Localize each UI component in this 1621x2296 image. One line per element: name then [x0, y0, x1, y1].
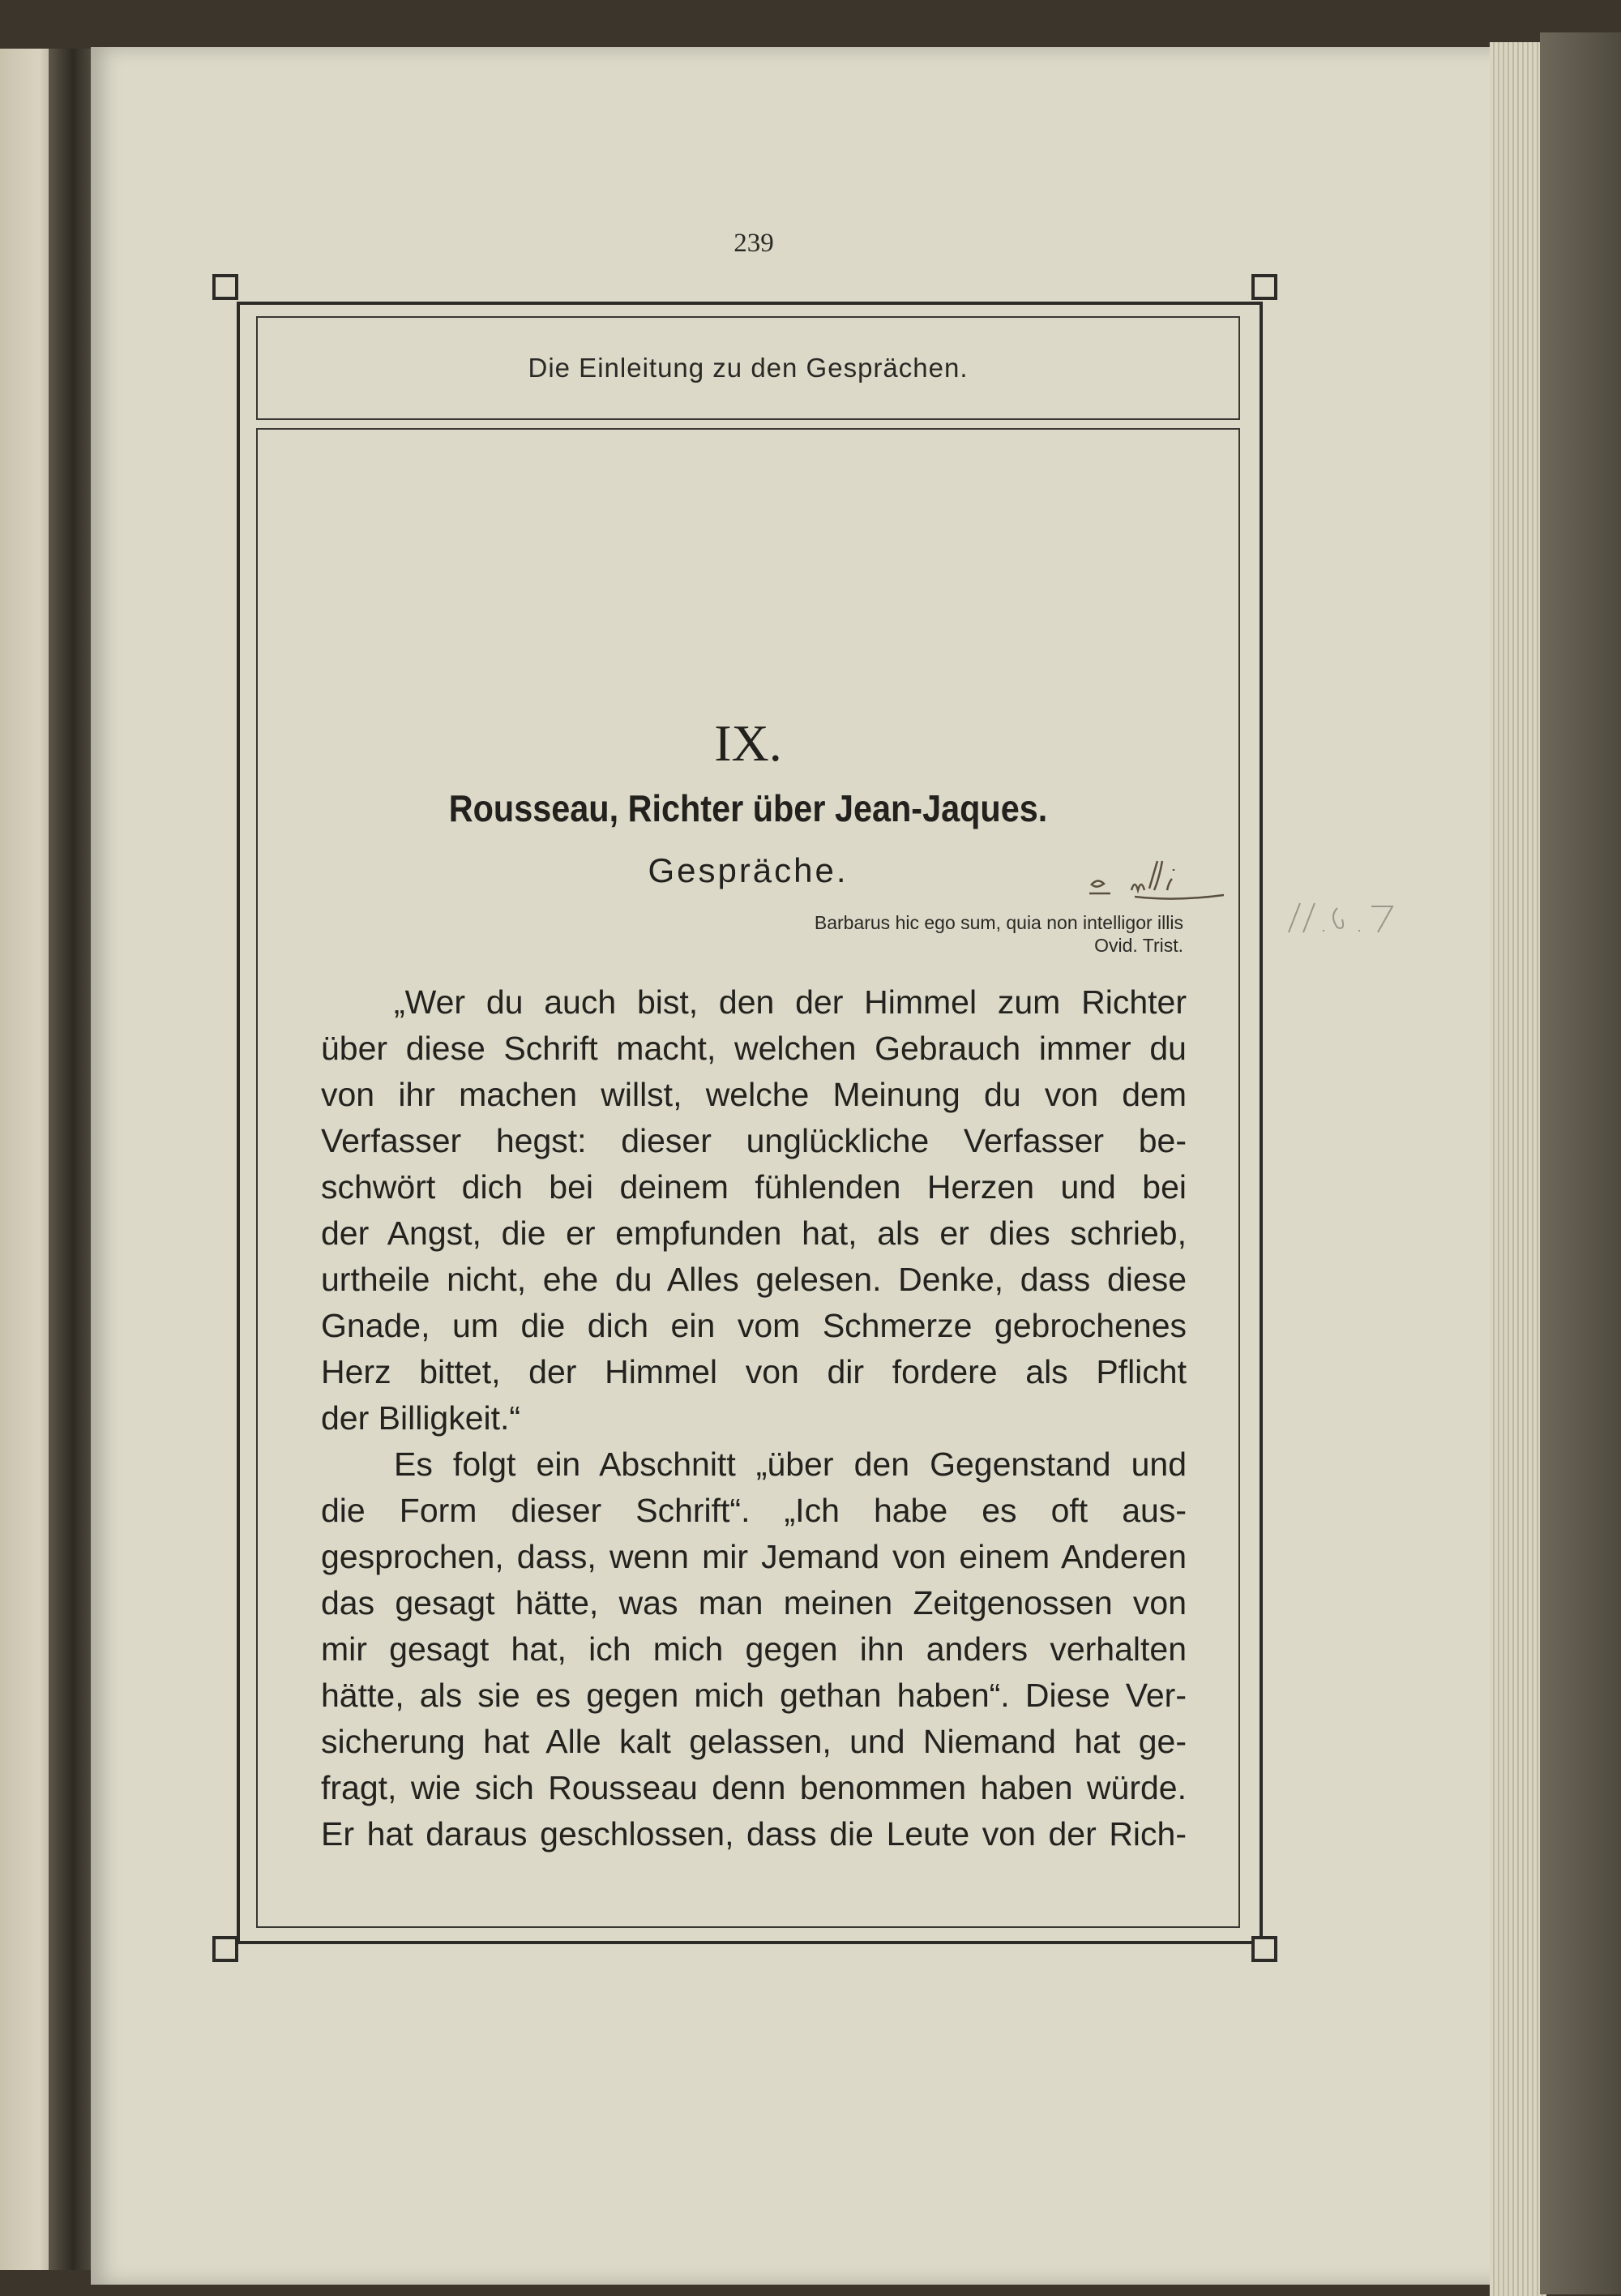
text-line: hätte, als sie es gegen mich gethan haben“. Diese Ver- — [321, 1677, 1187, 1714]
text-line: über diese Schrift macht, welchen Gebrauch immer du — [321, 1030, 1187, 1067]
text-line: der Angst, die er empfunden hat, als er dies schrieb, — [321, 1214, 1187, 1252]
running-head: Die Einleitung zu den Gesprächen. — [528, 353, 969, 383]
text-line: Gnade, um die dich ein vom Schmerze gebrochenes — [321, 1307, 1187, 1344]
text-line: „Wer du auch bist, den der Himmel zum Richter — [394, 983, 1187, 1021]
text-line: das gesagt hätte, was man meinen Zeitgenossen von — [321, 1584, 1187, 1621]
handwritten-note — [1086, 858, 1232, 906]
pencil-mark — [1281, 892, 1443, 940]
text-line: Herz bittet, der Himmel von dir fordere als Pflicht — [321, 1353, 1187, 1390]
body-text — [321, 979, 1187, 1857]
text-line: der Billigkeit.“ — [321, 1399, 521, 1437]
text-line: fragt, wie sich Rousseau denn benommen haben würde. — [321, 1769, 1187, 1806]
book-cover-edge — [1540, 32, 1621, 2294]
text-line: Er hat daraus geschlossen, dass die Leute von der Rich- — [321, 1815, 1187, 1853]
frame-corner-bottom-left — [212, 1936, 238, 1962]
text-line: die Form dieser Schrift“. „Ich habe es oft aus- — [321, 1492, 1187, 1529]
frame-corner-bottom-right — [1251, 1936, 1277, 1962]
text-line: gesprochen, dass, wenn mir Jemand von einem Anderen — [321, 1538, 1187, 1575]
epigraph-quote: Barbarus hic ego sum, quia non intelligor illis — [814, 912, 1183, 933]
text-line: mir gesagt hat, ich mich gegen ihn anders verhalten — [321, 1630, 1187, 1668]
frame-corner-top-left — [212, 274, 238, 300]
text-line: von ihr machen willst, welche Meinung du von dem — [321, 1076, 1187, 1113]
text-line: urtheile nicht, ehe du Alles gelesen. Denke, dass diese — [321, 1261, 1187, 1298]
text-line: Es folgt ein Abschnitt „über den Gegenstand und — [394, 1446, 1187, 1483]
chapter-number: IX. — [714, 714, 782, 772]
running-head-box — [256, 316, 1240, 420]
page-number: 239 — [734, 229, 774, 258]
chapter-subtitle: Gespräche. — [648, 851, 849, 889]
epigraph-source: Ovid. Trist. — [1094, 935, 1183, 956]
text-line: Verfasser hegst: dieser unglückliche Verfasser be- — [321, 1122, 1187, 1159]
text-line: sicherung hat Alle kalt gelassen, und Niemand hat ge- — [321, 1723, 1187, 1760]
frame-corner-top-right — [1251, 274, 1277, 300]
text-line: schwört dich bei deinem fühlenden Herzen und bei — [321, 1168, 1187, 1206]
epigraph — [665, 911, 1183, 957]
book-binding — [49, 49, 97, 2270]
chapter-title: Rousseau, Richter über Jean-Jaques. — [448, 787, 1048, 829]
page-edges — [1490, 42, 1546, 2296]
